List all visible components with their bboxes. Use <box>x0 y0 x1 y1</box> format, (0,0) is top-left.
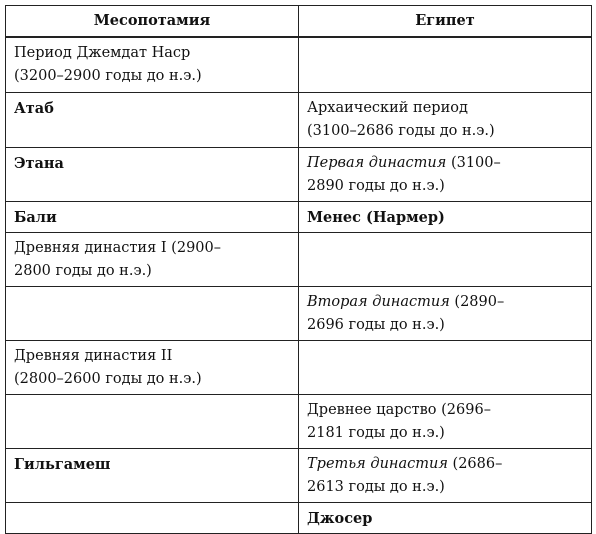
dynasty-name: Вторая династия <box>307 294 450 310</box>
meso-cell <box>6 287 299 341</box>
cell-text-line2: (3100–2686 годы до н.э.) <box>307 123 495 139</box>
table-row <box>6 449 592 503</box>
table-row <box>6 503 592 534</box>
meso-cell <box>6 341 299 395</box>
header-row <box>6 6 592 38</box>
header-egypt: Египет <box>299 6 592 38</box>
table-row <box>6 341 592 395</box>
table-row <box>6 287 592 341</box>
egypt-cell <box>299 341 592 395</box>
egypt-cell <box>299 93 592 148</box>
meso-cell <box>6 503 299 534</box>
table-row <box>6 37 592 93</box>
cell-text-line2: 2696 годы до н.э.) <box>307 317 445 333</box>
egypt-cell: Джосер <box>299 503 592 534</box>
table-row <box>6 233 592 287</box>
egypt-cell <box>299 37 592 93</box>
cell-text-line1: Архаический период <box>307 100 468 116</box>
cell-text-line2: (3200–2900 годы до н.э.) <box>14 68 202 84</box>
table-row <box>6 148 592 202</box>
cell-text-line2: 2181 годы до н.э.) <box>307 425 445 441</box>
cell-text-line1: Период Джемдат Наср <box>14 45 191 61</box>
cell-text-line1: Древняя династия I (2900– <box>14 240 221 256</box>
cell-text-line1: Древняя династия II <box>14 348 173 364</box>
meso-cell: Бали <box>6 202 299 233</box>
table-row <box>6 395 592 449</box>
cell-text-line2: 2613 годы до н.э.) <box>307 479 445 495</box>
egypt-cell <box>299 233 592 287</box>
egypt-cell <box>299 395 592 449</box>
cell-text-line2: 2800 годы до н.э.) <box>14 263 152 279</box>
chronology-table <box>5 5 592 534</box>
header-mesopotamia: Месопотамия <box>6 6 299 38</box>
dynasty-name: Первая династия <box>307 155 447 171</box>
cell-text-line1: Древнее царство (2696– <box>307 402 491 418</box>
meso-cell <box>6 233 299 287</box>
cell-text-rest: (2890– <box>449 294 505 310</box>
meso-cell <box>6 37 299 93</box>
cell-text-line2: (2800–2600 годы до н.э.) <box>14 371 202 387</box>
dynasty-name: Третья династия <box>307 456 448 472</box>
egypt-cell <box>299 287 592 341</box>
cell-text-rest: (3100– <box>446 155 501 171</box>
cell-text-rest: (2686– <box>447 456 503 472</box>
meso-cell <box>6 395 299 449</box>
meso-cell: Атаб <box>6 93 299 148</box>
egypt-cell <box>299 449 592 503</box>
table-row <box>6 93 592 148</box>
meso-cell: Этана <box>6 148 299 202</box>
egypt-cell: Менес (Нармер) <box>299 202 592 233</box>
egypt-cell <box>299 148 592 202</box>
meso-cell: Гильгамеш <box>6 449 299 503</box>
table-row <box>6 202 592 233</box>
cell-text-line2: 2890 годы до н.э.) <box>307 178 445 194</box>
